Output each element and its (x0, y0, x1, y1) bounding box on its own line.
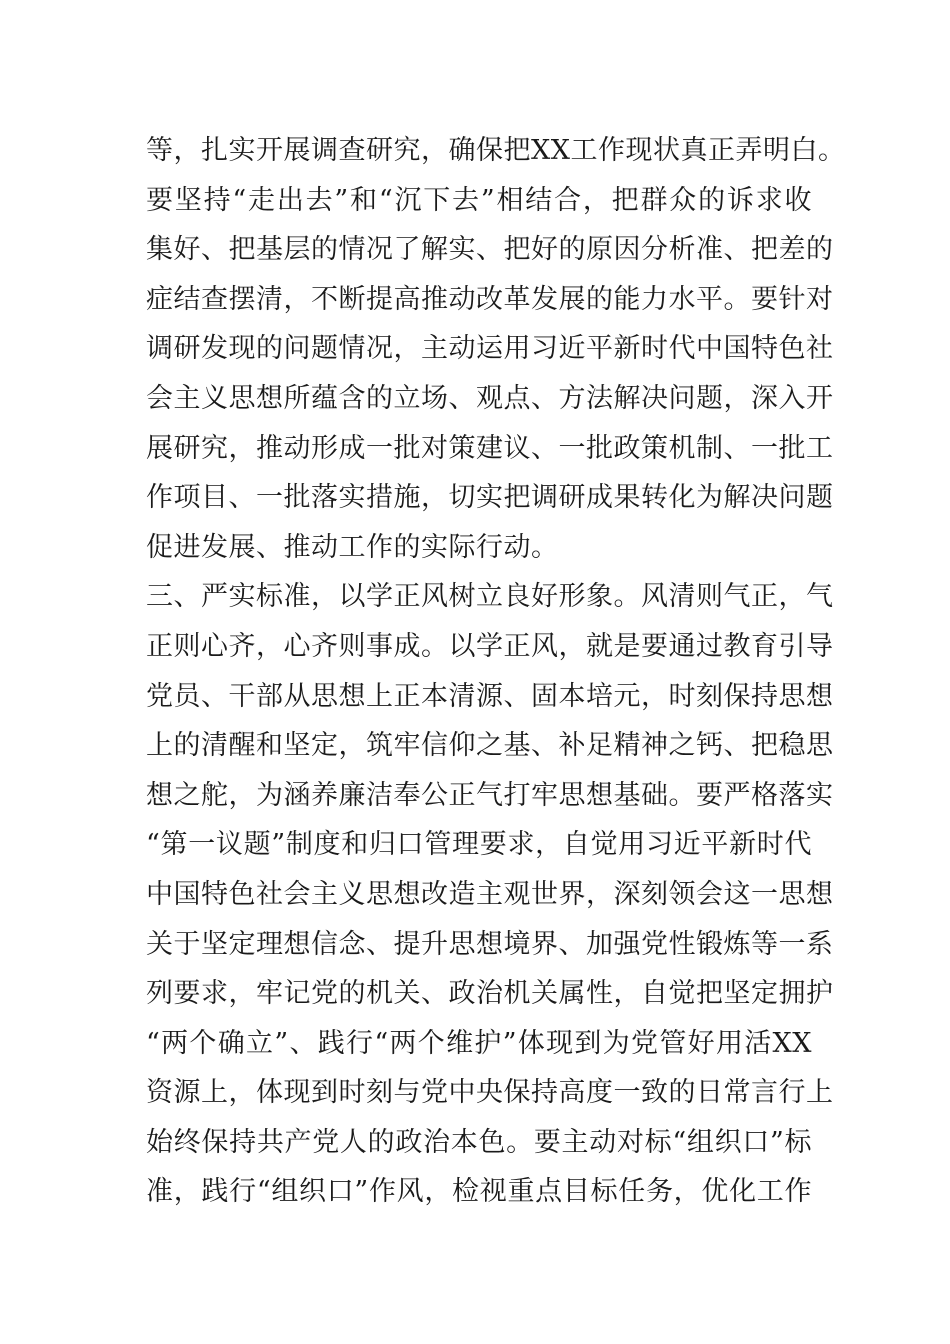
text-line: 上的清醒和坚定，筑牢信仰之基、补足精神之钙、把稳思 (146, 730, 834, 762)
text-line: 始终保持共产党人的政治本色。要主动对标“组织口”标 (146, 1126, 812, 1158)
text-line: 想之舵，为涵养廉洁奉公正气打牢思想基础。要严格落实 (146, 779, 834, 811)
text-line: 作项目、一批落实措施，切实把调研成果转化为解决问题 (146, 482, 834, 514)
body-text (146, 126, 846, 1217)
text-line: 中国特色社会主义思想改造主观世界，深刻领会这一思想 (146, 878, 834, 910)
text-line: 关于坚定理想信念、提升思想境界、加强党性锻炼等一系 (146, 928, 834, 960)
text-line: 正则心齐，心齐则事成。以学正风，就是要通过教育引导 (146, 630, 834, 662)
text-line: 要坚持“走出去”和“沉下去”相结合，把群众的诉求收 (146, 184, 812, 216)
text-line: 展研究，推动形成一批对策建议、一批政策机制、一批工 (146, 432, 834, 464)
text-line: 党员、干部从思想上正本清源、固本培元，时刻保持思想 (146, 680, 834, 712)
text-line: 等，扎实开展调查研究，确保把XX工作现状真正弄明白。 (146, 135, 846, 166)
section-heading-line: 三、严实标准，以学正风树立良好形象。风清则气正，气 (146, 581, 834, 613)
text-line: “第一议题”制度和归口管理要求，自觉用习近平新时代 (146, 829, 812, 861)
text-line: 调研发现的问题情况，主动运用习近平新时代中国特色社 (146, 333, 834, 365)
text-line: 列要求，牢记党的机关、政治机关属性，自觉把坚定拥护 (146, 978, 834, 1010)
text-line: 会主义思想所蕴含的立场、观点、方法解决问题，深入开 (146, 382, 834, 414)
text-line: 促进发展、推动工作的实际行动。 (146, 531, 559, 563)
text-line: 集好、把基层的情况了解实、把好的原因分析准、把差的 (146, 234, 834, 266)
text-line: “两个确立”、践行“两个维护”体现到为党管好用活XX (146, 1027, 812, 1059)
text-line: 症结查摆清，不断提高推动改革发展的能力水平。要针对 (146, 283, 834, 315)
text-line: 资源上，体现到时刻与党中央保持高度一致的日常言行上 (146, 1077, 834, 1109)
text-line: 准，践行“组织口”作风，检视重点目标任务，优化工作 (146, 1176, 812, 1208)
